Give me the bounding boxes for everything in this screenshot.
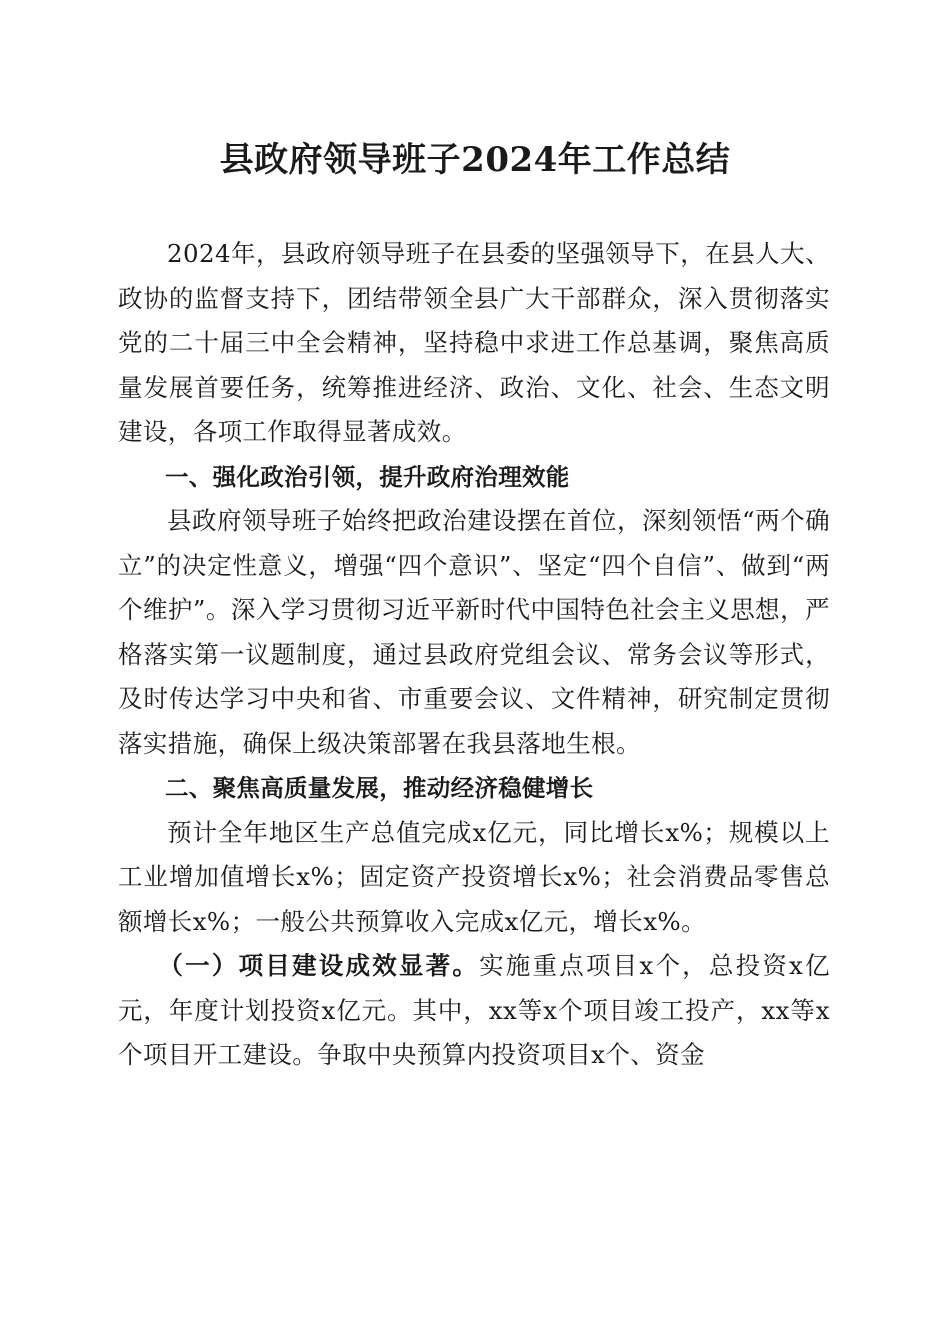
section-1-heading: 一、强化政治引领，提升政府治理效能 [165,462,570,491]
document-title: 县政府领导班子2024年工作总结 [219,140,731,180]
section-2-heading: 二、聚焦高质量发展，推动经济稳健增长 [165,774,594,802]
document-body [118,232,830,1078]
section-1-paragraph: 县政府领导班子始终把政治建设摆在首位，深刻领悟“两个确立”的决定性意义，增强“四个意识”、坚定“四个自信”、做到“两个维护”。深入学习贯彻习近平新时代中国特色社会主义思想，严格落实第一议题制度，通过县政府党组会议、常务会议等形式，及时传达学习中央和省、市重要会议、文件精神，研究制定贯彻落实措施，确保上级决策部署在我县落地生根。 [118,506,830,758]
section-2-paragraph: 预计全年地区生产总值完成x亿元，同比增长x%；规模以上工业增加值增长x%；固定资产投资增长x%；社会消费品零售总额增长x%；一般公共预算收入完成x亿元，增长x%。 [118,817,830,936]
intro-paragraph: 2024年，县政府领导班子在县委的坚强领导下，在县人大、政协的监督支持下，团结带领全县广大干部群众，深入贯彻落实党的二十届三中全会精神，坚持稳中求进工作总基调，聚焦高质量发展首要任务，统筹推进经济、政治、文化、社会、生态文明建设，各项工作取得显著成效。 [118,239,830,446]
subsection-1-lead: （一）项目建设成效显著。 [158,951,480,980]
subsection-1-text: 实施重点项目x个，总投资x亿元，年度计划投资x亿元。其中，xx等x个项目竣工投产，xx等x个项目开工建设。争取中央预算内投资项目x个、资金 [118,951,830,1069]
subsection-1-paragraph [118,944,830,1078]
